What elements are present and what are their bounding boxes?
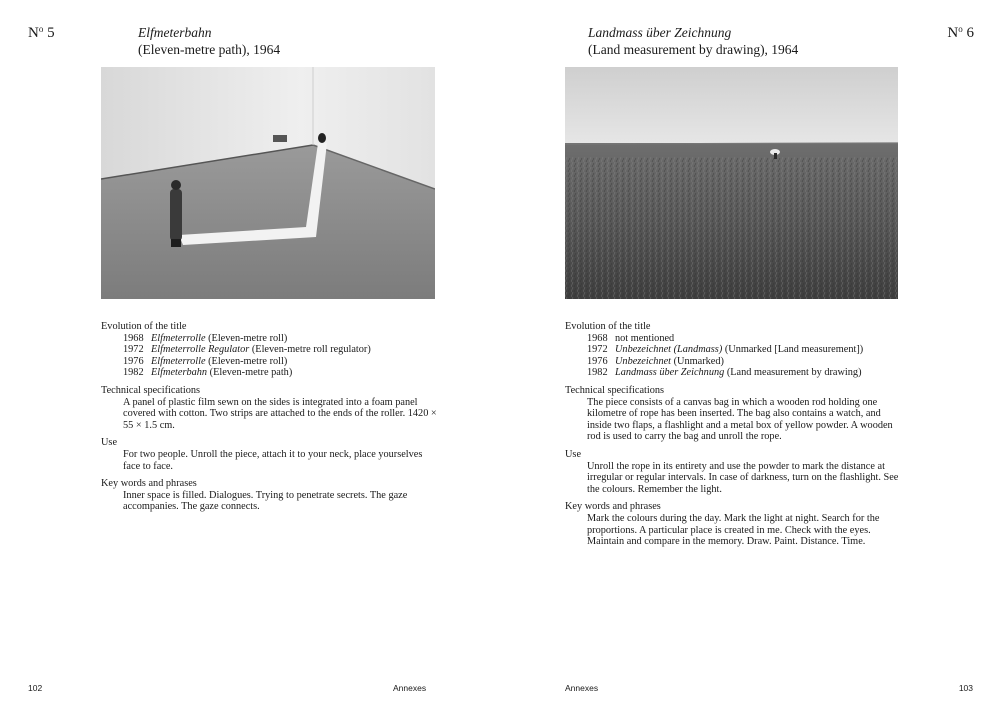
keywords-section — [101, 478, 441, 513]
use-heading: Use — [565, 448, 582, 460]
work-title — [588, 24, 798, 58]
page-number: 103 — [958, 683, 973, 693]
work-number: $N^o$ 5 — [28, 24, 55, 41]
evolution-item: 1968 not mentioned — [587, 332, 675, 344]
evolution-section — [565, 321, 905, 379]
evolution-item: 1972 Elfmeterrolle Regulator (Eleven-metre roll regulator) — [123, 344, 371, 356]
work-title-translation: (Land measurement by drawing), 1964 — [588, 42, 799, 57]
specifications — [101, 321, 441, 519]
keywords-text: Inner space is filled. Dialogues. Trying to penetrate secrets. The gaze accompanies. The gaze connects. — [123, 489, 408, 513]
tech-text: A panel of plastic film sewn on the sides is integrated into a foam panel covered with cotton. Two strips are attached to the ends of the roller. 1420 × 55 × 1.5 cm. — [123, 396, 437, 431]
evolution-item: 1982 Landmass über Zeichnung (Land measurement by drawing) — [587, 367, 862, 379]
field-photo — [565, 67, 898, 299]
use-section — [565, 449, 905, 495]
evolution-section — [101, 321, 441, 379]
work-title — [138, 24, 280, 58]
tech-text: The piece consists of a canvas bag in which a wooden rod holding one kilometre of rope has been inserted. The bag also contains a watch, and inside two flaps, a flashlight and a metal box of yellow powder. A wooden rod is used to carry the bag and unroll the rope. — [587, 396, 893, 443]
work-number: $N^o$ 6 — [947, 24, 974, 41]
evolution-item: 1976 Unbezeichnet (Unmarked) — [587, 355, 724, 367]
use-text: For two people. Unroll the piece, attach it to your neck, place yourselves face to face. — [123, 448, 423, 472]
keywords-heading: Key words and phrases — [101, 478, 197, 490]
work-title-translation: (Eleven-metre path), 1964 — [138, 42, 281, 57]
page-number: 102 — [28, 683, 43, 693]
work-title-original: Elfmeterbahn — [138, 25, 212, 40]
evolution-heading: Evolution of the title — [565, 321, 651, 332]
tech-heading: Technical specifications — [565, 384, 665, 396]
running-section: Annexes — [393, 683, 427, 693]
work-title-original: Landmass über Zeichnung — [588, 25, 732, 40]
evolution-item: 1982 Elfmeterbahn (Eleven-metre path) — [123, 367, 293, 379]
evolution-item: 1976 Elfmeterrolle (Eleven-metre roll) — [123, 355, 288, 367]
tech-section — [565, 385, 905, 443]
tech-heading: Technical specifications — [101, 384, 201, 396]
use-heading: Use — [101, 437, 118, 449]
right-page — [500, 0, 1000, 719]
keywords-section — [565, 501, 905, 547]
keywords-heading: Key words and phrases — [565, 501, 661, 513]
running-section: Annexes — [565, 683, 599, 693]
keywords-text: Mark the colours during the day. Mark the light at night. Search for the proportions. A particular place is created in me. Check with the eyes. Maintain and compare in the memory. Draw. Paint. Distance. Time. — [587, 512, 880, 548]
gallery-photo — [101, 67, 435, 299]
use-text: Unroll the rope in its entirety and use the powder to mark the distance at irregular or regular intervals. In case of darkness, turn on the flashlight. See the colours. Remember the light. — [587, 460, 899, 495]
specifications — [565, 321, 905, 554]
evolution-item: 1972 Unbezeichnet (Landmass) (Unmarked [Land measurement]) — [587, 344, 864, 356]
evolution-heading: Evolution of the title — [101, 321, 187, 332]
evolution-item: 1968 Elfmeterrolle (Eleven-metre roll) — [123, 332, 288, 344]
use-section — [101, 437, 441, 472]
tech-section — [101, 385, 441, 431]
